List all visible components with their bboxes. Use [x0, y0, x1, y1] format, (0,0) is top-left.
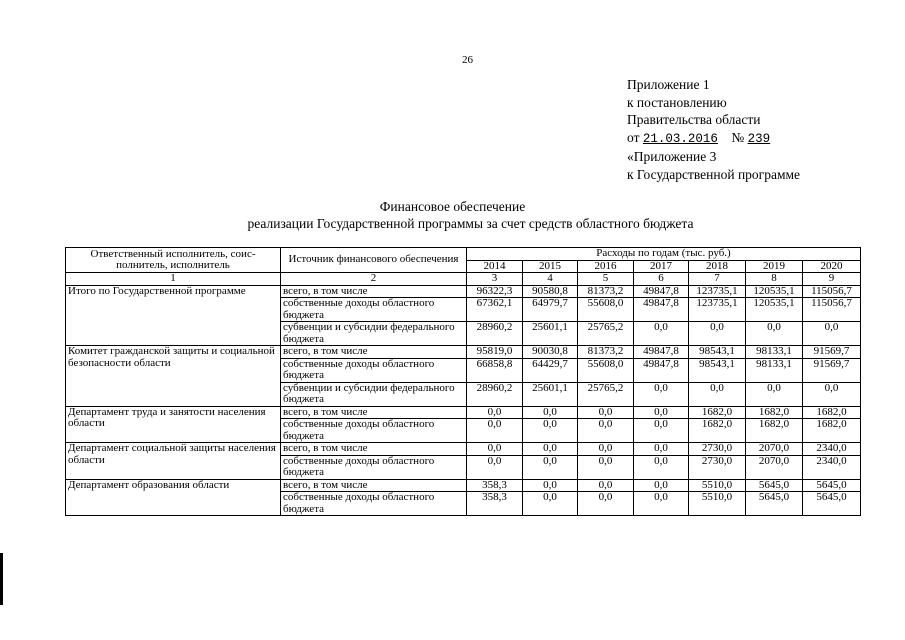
- year-header: 2020: [803, 260, 861, 273]
- value-cell: 120535,1: [746, 285, 803, 298]
- value-cell: 49847,8: [634, 358, 689, 382]
- value-cell: 2730,0: [689, 455, 746, 479]
- value-cell: 98133,1: [746, 346, 803, 359]
- value-cell: 67362,1: [467, 298, 523, 322]
- value-cell: 0,0: [467, 419, 523, 443]
- value-cell: 0,0: [523, 492, 578, 516]
- value-cell: 0,0: [634, 479, 689, 492]
- value-cell: 5645,0: [746, 479, 803, 492]
- value-cell: 0,0: [634, 419, 689, 443]
- value-cell: 1682,0: [803, 419, 861, 443]
- appendix-line-6: к Государственной программе: [627, 166, 801, 182]
- value-cell: 0,0: [746, 382, 803, 406]
- column-number: 4: [523, 273, 578, 286]
- resolution-date: 21.03.2016: [642, 131, 718, 146]
- value-cell: 1682,0: [689, 406, 746, 419]
- year-header: 2017: [634, 260, 689, 273]
- appendix-line-3: Правительства области: [627, 112, 761, 127]
- column-number: 8: [746, 273, 803, 286]
- value-cell: 98543,1: [689, 346, 746, 359]
- value-cell: 5510,0: [689, 479, 746, 492]
- value-cell: 66858,8: [467, 358, 523, 382]
- value-cell: 2340,0: [803, 455, 861, 479]
- appendix-line-1: Приложение 1: [627, 77, 710, 92]
- value-cell: 0,0: [578, 419, 634, 443]
- value-cell: 98133,1: [746, 358, 803, 382]
- value-cell: 81373,2: [578, 285, 634, 298]
- value-cell: 0,0: [523, 455, 578, 479]
- value-cell: 0,0: [578, 406, 634, 419]
- value-cell: 0,0: [523, 406, 578, 419]
- table-row: [66, 346, 861, 359]
- financing-table: [65, 247, 861, 516]
- value-cell: 0,0: [634, 492, 689, 516]
- value-cell: 0,0: [578, 479, 634, 492]
- value-cell: 0,0: [578, 443, 634, 456]
- table-row: [66, 443, 861, 456]
- value-cell: 2070,0: [746, 455, 803, 479]
- value-cell: 5645,0: [803, 492, 861, 516]
- source-cell: собственные доходы областного бюджета: [281, 419, 467, 443]
- year-header: 2015: [523, 260, 578, 273]
- value-cell: 0,0: [634, 406, 689, 419]
- value-cell: 2070,0: [746, 443, 803, 456]
- value-cell: 0,0: [746, 322, 803, 346]
- document-title: [0, 198, 905, 232]
- year-header: 2016: [578, 260, 634, 273]
- source-cell: всего, в том числе: [281, 406, 467, 419]
- value-cell: 64979,7: [523, 298, 578, 322]
- value-cell: 2730,0: [689, 443, 746, 456]
- column-number-row: [66, 273, 861, 286]
- value-cell: 0,0: [578, 492, 634, 516]
- value-cell: 49847,8: [634, 285, 689, 298]
- value-cell: 2340,0: [803, 443, 861, 456]
- source-cell: всего, в том числе: [281, 285, 467, 298]
- appendix-block: [627, 76, 800, 183]
- value-cell: 90030,8: [523, 346, 578, 359]
- column-number: 3: [467, 273, 523, 286]
- appendix-line-2: к постановлению: [627, 94, 727, 110]
- value-cell: 25601,1: [523, 382, 578, 406]
- value-cell: 5645,0: [803, 479, 861, 492]
- year-header: 2019: [746, 260, 803, 273]
- table-body: [66, 285, 861, 516]
- value-cell: 123735,1: [689, 298, 746, 322]
- value-cell: 1682,0: [746, 419, 803, 443]
- year-header: 2018: [689, 260, 746, 273]
- from-label: от: [627, 129, 640, 145]
- value-cell: 0,0: [803, 322, 861, 346]
- value-cell: 115056,7: [803, 298, 861, 322]
- value-cell: 0,0: [523, 419, 578, 443]
- value-cell: 0,0: [803, 382, 861, 406]
- value-cell: 25765,2: [578, 382, 634, 406]
- value-cell: 0,0: [634, 443, 689, 456]
- value-cell: 1682,0: [803, 406, 861, 419]
- header-source: Источник финансового обеспечения: [281, 248, 467, 273]
- value-cell: 358,3: [467, 492, 523, 516]
- value-cell: 55608,0: [578, 298, 634, 322]
- value-cell: 0,0: [467, 443, 523, 456]
- title-line-2: реализации Государственной программы за счет средств областного бюджета: [247, 216, 694, 231]
- value-cell: 49847,8: [634, 346, 689, 359]
- appendix-date-line: [627, 129, 800, 149]
- value-cell: 25601,1: [523, 322, 578, 346]
- table-row: [66, 479, 861, 492]
- source-cell: собственные доходы областного бюджета: [281, 298, 467, 322]
- value-cell: 98543,1: [689, 358, 746, 382]
- value-cell: 5510,0: [689, 492, 746, 516]
- value-cell: 49847,8: [634, 298, 689, 322]
- executor-cell: Департамент труда и занятости населения области: [66, 406, 281, 443]
- value-cell: 115056,7: [803, 285, 861, 298]
- source-cell: всего, в том числе: [281, 346, 467, 359]
- value-cell: 123735,1: [689, 285, 746, 298]
- value-cell: 358,3: [467, 479, 523, 492]
- executor-cell: Итого по Государственной программе: [66, 285, 281, 346]
- value-cell: 120535,1: [746, 298, 803, 322]
- value-cell: 28960,2: [467, 322, 523, 346]
- table-row: [66, 285, 861, 298]
- value-cell: 5645,0: [746, 492, 803, 516]
- value-cell: 1682,0: [746, 406, 803, 419]
- resolution-number: 239: [747, 131, 771, 146]
- value-cell: 0,0: [523, 479, 578, 492]
- value-cell: 28960,2: [467, 382, 523, 406]
- source-cell: всего, в том числе: [281, 443, 467, 456]
- value-cell: 0,0: [467, 455, 523, 479]
- source-cell: собственные доходы областного бюджета: [281, 455, 467, 479]
- executor-cell: Департамент образования области: [66, 479, 281, 516]
- scan-edge-mark: [0, 553, 3, 605]
- column-number: 7: [689, 273, 746, 286]
- value-cell: 91569,7: [803, 358, 861, 382]
- value-cell: 0,0: [634, 455, 689, 479]
- value-cell: 0,0: [467, 406, 523, 419]
- column-number: 9: [803, 273, 861, 286]
- source-cell: собственные доходы областного бюджета: [281, 492, 467, 516]
- column-number: 1: [66, 273, 281, 286]
- value-cell: 0,0: [689, 322, 746, 346]
- value-cell: 81373,2: [578, 346, 634, 359]
- column-number: 6: [634, 273, 689, 286]
- page-number: 26: [462, 54, 473, 66]
- source-cell: всего, в том числе: [281, 479, 467, 492]
- source-cell: субвенции и субсидии федерального бюджета: [281, 322, 467, 346]
- header-executor: Ответственный исполнитель, соисполнитель, исполнитель: [66, 248, 281, 273]
- column-number: 2: [281, 273, 467, 286]
- value-cell: 64429,7: [523, 358, 578, 382]
- appendix-line-5: «Приложение 3: [627, 149, 717, 164]
- value-cell: 55608,0: [578, 358, 634, 382]
- value-cell: 25765,2: [578, 322, 634, 346]
- number-label: №: [731, 129, 745, 145]
- executor-cell: Комитет гражданской защиты и социальной безопасности области: [66, 346, 281, 407]
- value-cell: 95819,0: [467, 346, 523, 359]
- source-cell: собственные доходы областного бюджета: [281, 358, 467, 382]
- value-cell: 91569,7: [803, 346, 861, 359]
- table-row: [66, 406, 861, 419]
- source-cell: субвенции и субсидии федерального бюджета: [281, 382, 467, 406]
- header-expenses: Расходы по годам (тыс. руб.): [467, 248, 861, 261]
- title-line-1: Финансовое обеспечение: [379, 199, 526, 214]
- value-cell: 90580,8: [523, 285, 578, 298]
- value-cell: 0,0: [689, 382, 746, 406]
- value-cell: 0,0: [523, 443, 578, 456]
- year-header: 2014: [467, 260, 523, 273]
- value-cell: 0,0: [578, 455, 634, 479]
- value-cell: 0,0: [634, 322, 689, 346]
- executor-cell: Департамент социальной защиты населения области: [66, 443, 281, 480]
- value-cell: 0,0: [634, 382, 689, 406]
- column-number: 5: [578, 273, 634, 286]
- value-cell: 96322,3: [467, 285, 523, 298]
- value-cell: 1682,0: [689, 419, 746, 443]
